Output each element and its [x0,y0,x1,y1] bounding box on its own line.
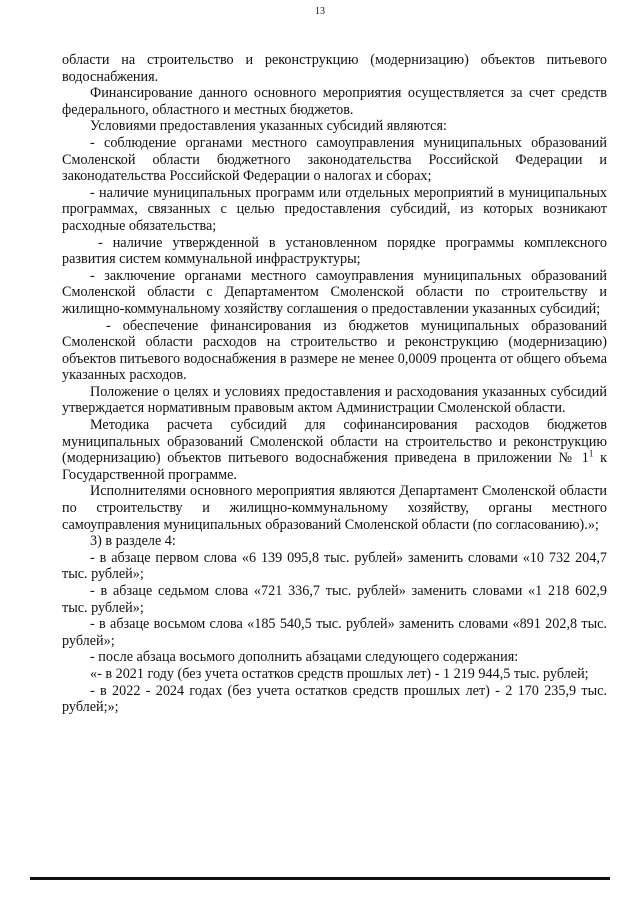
bottom-rule [30,877,610,880]
list-item: - после абзаца восьмого дополнить абзацами следующего содержания: [90,649,519,666]
paragraph: Условиями предоставления указанных субсидий являются: [90,118,447,135]
section-item: 3) в разделе 4: [90,533,176,550]
page-number: 13 [315,6,325,17]
list-item: - соблюдение органами местного самоуправления муниципальных образований Смоленской области бюджетного законодательства Российской Федерации и законодательства Российской Федерации о налогах и сборах; [62,134,607,185]
list-item: «- в 2021 году (без учета остатков средств прошлых лет) - 1 219 944,5 тыс. рублей; [90,665,589,682]
list-item: - в абзаце первом слова «6 139 095,8 тыс. рублей» заменить словами «10 732 204,7 тыс. рублей»; [62,549,607,583]
list-item: - наличие муниципальных программ или отдельных мероприятий в муниципальных программах, связанных с целью предоставления субсидий, из которых возникают расходные обязательства; [62,184,607,234]
paragraph: Положение о целях и условиях предоставления и расходования указанных субсидий утверждается нормативным правовым актом Администрации Смоленской области. [62,383,607,417]
list-item: - заключение органами местного самоуправления муниципальных образований Смоленской области с Департаментом Смоленской области по строительству и жилищно-коммунальному хозяйству соглашения о предоставлении указанных субсидий; [62,267,607,317]
paragraph: области на строительство и реконструкцию (модернизацию) объектов питьевого водоснабжения. [62,52,607,85]
paragraph: Финансирование данного основного мероприятия осуществляется за счет средств федерального, областного и местных бюджетов. [62,85,607,118]
list-item: - обеспечение финансирования из бюджетов муниципальных образований Смоленской области расходов на строительство и реконструкцию (модернизацию) объектов питьевого водоснабжения в размере не менее 0,0009 процента от общего объема указанных расходов. [62,317,607,384]
list-item: - в абзаце седьмом слова «721 336,7 тыс. рублей» заменить словами «1 218 602,9 тыс. рублей»; [62,583,607,616]
paragraph: Исполнителями основного мероприятия являются Департамент Смоленской области по строительству и жилищно-коммунальному хозяйству, органы местного самоуправления муниципальных образований Смоленской области (по согласованию).»; [62,483,607,533]
methodology-text: Методика расчета субсидий для софинансирования расходов бюджетов муниципальных образований Смоленской области на строительство и реконструкцию (модернизацию) объектов питьевого водоснабжения приведена в приложении № 1 [62,417,607,467]
list-item: - в 2022 - 2024 годах (без учета остатков средств прошлых лет) - 2 170 235,9 тыс. рублей;»; [62,682,607,716]
superscript: 1 [588,448,594,459]
methodology-tail: к Государственной программе. [62,450,607,483]
list-item: - наличие утвержденной в установленном порядке программы комплексного развития систем коммунальной инфраструктуры; [62,234,607,268]
paragraph-methodology [62,417,607,483]
document-body [62,52,607,716]
list-item: - в абзаце восьмом слова «185 540,5 тыс. рублей» заменить словами «891 202,8 тыс. рублей»; [62,616,607,649]
